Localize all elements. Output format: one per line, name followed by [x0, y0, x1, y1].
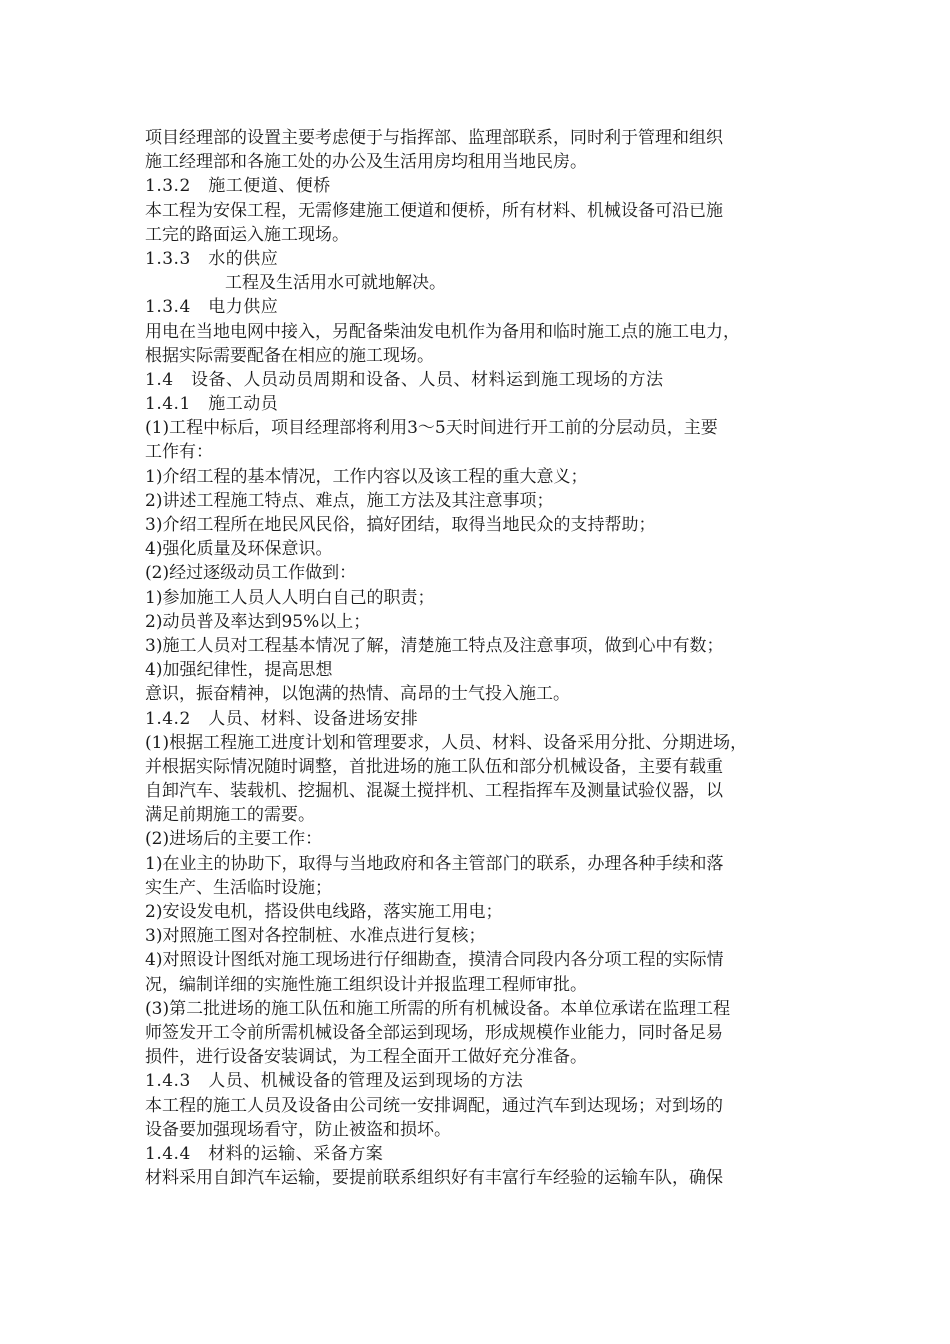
- text-line: 况，编制详细的实施性施工组织设计并报监理工程师审批。: [145, 974, 587, 995]
- text-line: 工程及生活用水可就地解决。: [225, 273, 446, 294]
- text-line: 2)讲述工程施工特点、难点，施工方法及其注意事项；: [145, 490, 554, 511]
- text-line: 本工程的施工人员及设备由公司统一安排调配，通过汽车到达现场；对到场的: [145, 1095, 723, 1116]
- text-line: 2)安设发电机，搭设供电线路，落实施工用电；: [145, 902, 503, 922]
- text-line: 1)参加施工人员人人明白自己的职责；: [145, 587, 435, 608]
- text-line: 损件，进行设备安装调试，为工程全面开工做好充分准备。: [145, 1047, 587, 1068]
- text-line: 本工程为安保工程，无需修建施工便道和便桥，所有材料、机械设备可沿已施: [145, 200, 723, 221]
- text-line: (1)根据工程施工进度计划和管理要求，人员、材料、设备采用分批、分期进场，: [145, 732, 748, 753]
- text-line: (2)经过逐级动员工作做到：: [145, 563, 357, 584]
- text-line: 1)在业主的协助下，取得与当地政府和各主管部门的联系，办理各种手续和落: [145, 853, 724, 874]
- section-heading: 1.3.2 施工便道、便桥: [145, 176, 331, 197]
- text-line: (3)第二批进场的施工队伍和施工所需的所有机械设备。本单位承诺在监理工程: [145, 998, 731, 1019]
- text-line: 1)介绍工程的基本情况，工作内容以及该工程的重大意义；: [145, 466, 588, 487]
- document-page: [145, 126, 810, 1190]
- text-line: 3)对照施工图对各控制桩、水准点进行复核；: [145, 926, 486, 947]
- text-line: 根据实际需要配备在相应的施工现场。: [145, 345, 434, 366]
- text-line: 满足前期施工的需要。: [145, 805, 315, 826]
- text-line: 4)加强纪律性，提高思想: [145, 660, 333, 681]
- section-heading: 1.4.1 施工动员: [145, 394, 279, 415]
- text-line: (2)进场后的主要工作：: [145, 829, 323, 850]
- text-line: 3)施工人员对工程基本情况了解，清楚施工特点及注意事项，做到心中有数；: [145, 635, 724, 656]
- text-line: 设备要加强现场看守，防止被盗和损坏。: [145, 1119, 451, 1140]
- text-line: 实生产、生活临时设施；: [145, 877, 332, 898]
- text-line: 意识，振奋精神，以饱满的热情、高昂的士气投入施工。: [145, 684, 570, 705]
- text-line: 项目经理部的设置主要考虑便于与指挥部、监理部联系，同时利于管理和组织: [145, 128, 723, 148]
- text-line: 2)动员普及率达到95%以上；: [145, 611, 371, 632]
- text-line: 自卸汽车、装载机、挖掘机、混凝土搅拌机、工程指挥车及测量试验仪器，以: [145, 781, 723, 802]
- text-line: 用电在当地电网中接入，另配备柴油发电机作为备用和临时施工点的施工电力，: [145, 321, 740, 342]
- section-heading: 1.4 设备、人员动员周期和设备、人员、材料运到施工现场的方法: [145, 369, 664, 390]
- section-heading: 1.3.4 电力供应: [145, 297, 279, 318]
- text-line: 4)强化质量及环保意识。: [145, 539, 333, 560]
- text-line: 工完的路面运入施工现场。: [145, 224, 349, 245]
- section-heading: 1.4.2 人员、材料、设备进场安排: [145, 708, 419, 729]
- text-line: 工作有：: [145, 442, 213, 463]
- section-heading: 1.3.3 水的供应: [145, 248, 279, 269]
- text-line: 施工经理部和各施工处的办公及生活用房均租用当地民房。: [145, 152, 587, 173]
- text-line: 4)对照设计图纸对施工现场进行仔细勘查，摸清合同段内各分项工程的实际情: [145, 950, 724, 971]
- section-heading: 1.4.4 材料的运输、采备方案: [145, 1143, 384, 1164]
- text-line: 师签发开工令前所需机械设备全部运到现场，形成规模作业能力，同时备足易: [145, 1022, 723, 1043]
- text-line: 3)介绍工程所在地民风民俗，搞好团结，取得当地民众的支持帮助；: [145, 515, 656, 535]
- text-line: (1)工程中标后，项目经理部将利用3～5天时间进行开工前的分层动员，主要: [145, 418, 718, 439]
- text-line: 并根据实际情况随时调整，首批进场的施工队伍和部分机械设备，主要有载重: [145, 756, 723, 777]
- text-line: 材料采用自卸汽车运输，要提前联系组织好有丰富行车经验的运输车队，确保: [145, 1168, 723, 1189]
- section-heading: 1.4.3 人员、机械设备的管理及运到现场的方法: [145, 1071, 524, 1092]
